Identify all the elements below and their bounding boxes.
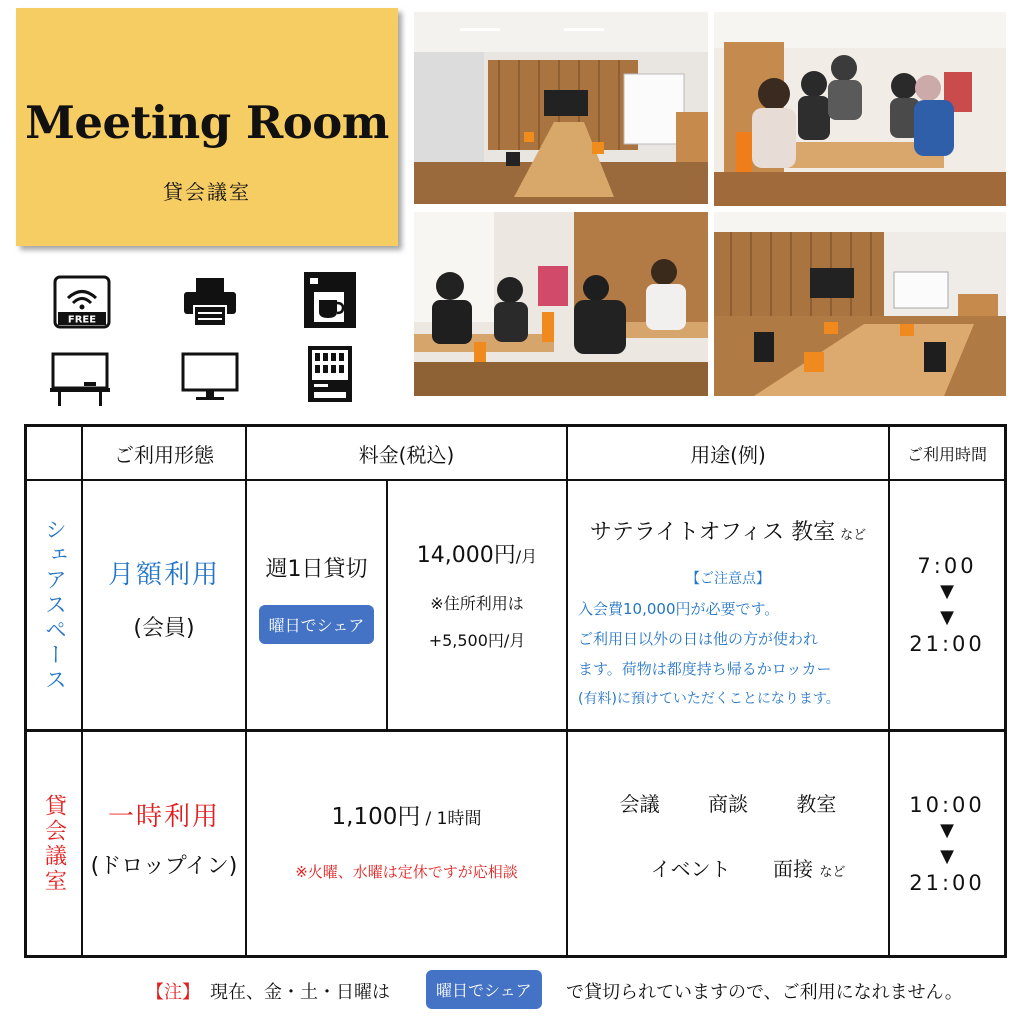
- rental-category-label: 貸会議室: [41, 793, 67, 894]
- arrow-down-icon: ▼: [940, 845, 954, 867]
- vending-machine-icon: [300, 344, 360, 404]
- caution-title: 【ご注意点】: [686, 571, 770, 587]
- row-category-share: [27, 481, 81, 729]
- coffee-machine-icon: [300, 270, 360, 330]
- rental-price-unit: / 1時間: [425, 808, 482, 829]
- footer-weekday-pill: 曜日でシェア: [426, 970, 542, 1009]
- rental-plan-cell: [83, 732, 245, 955]
- title-card: [16, 8, 398, 246]
- share-hours-end: 21:00: [909, 632, 985, 656]
- share-plan-cell: [83, 481, 245, 729]
- rental-hours-start: 10:00: [909, 792, 985, 817]
- arrow-down-icon: ▼: [940, 607, 954, 628]
- header-hours: ご利用時間: [906, 444, 987, 464]
- footer-text-2: で貸切られていますので、ご利用になれません。: [566, 982, 963, 1003]
- share-address-note: ※住所利用は: [430, 593, 524, 613]
- rental-purpose-meeting: 会議: [619, 791, 660, 816]
- share-category-label: シェアスペース: [41, 517, 67, 693]
- rental-purpose-negotiation: 商談: [708, 791, 748, 816]
- wifi-free-icon: [52, 274, 112, 334]
- share-price-cell: [388, 481, 566, 729]
- rental-purpose-cell: [568, 732, 888, 955]
- photo-room-with-tv: [714, 212, 1006, 396]
- rental-closed-note: ※火曜、水曜は定休ですが応相談: [295, 862, 518, 881]
- rental-purpose-class: 教室: [796, 791, 837, 816]
- share-detail-cell: [247, 481, 386, 729]
- rental-price: 1,100円: [331, 803, 421, 830]
- printer-icon: [180, 272, 240, 332]
- rental-purpose-interview: 面接: [772, 856, 813, 881]
- rental-hours-cell: [890, 732, 1004, 955]
- page-title: Meeting Room: [25, 96, 389, 149]
- share-hours-cell: [890, 481, 1004, 729]
- share-price: 14,000円: [416, 542, 516, 568]
- rental-hours-end: 21:00: [909, 870, 985, 895]
- row-category-rental: [27, 732, 81, 955]
- rental-price-cell: [247, 732, 566, 955]
- whiteboard-icon: [50, 348, 110, 408]
- share-address-price: +5,500円/月: [428, 630, 526, 650]
- share-weekday-pill: 曜日でシェア: [259, 605, 375, 644]
- caution-line-4: (有料)に預けていただくことになります。: [578, 691, 840, 707]
- wifi-free-label: FREE: [67, 314, 97, 326]
- rental-purpose-suffix: など: [819, 864, 846, 880]
- share-purpose-suffix: など: [840, 528, 867, 543]
- caution-line-3: ます。荷物は都度持ち帰るかロッカー: [578, 660, 832, 678]
- share-purpose-main: サテライトオフィス 教室: [589, 520, 836, 545]
- footer-note: [0, 968, 1024, 1012]
- arrow-down-icon: ▼: [940, 581, 954, 602]
- monitor-icon: [180, 348, 240, 408]
- photo-people-at-table: [714, 12, 1006, 206]
- caution-line-1: 入会費10,000円が必要です。: [578, 600, 780, 618]
- share-detail: 週1日貸切: [265, 557, 368, 582]
- footer-text-1: 現在、金・土・日曜は: [210, 982, 390, 1003]
- share-plan-sub: (会員): [133, 616, 195, 641]
- photo-empty-room: [414, 12, 708, 204]
- pricing-table: [24, 424, 1007, 958]
- header-purpose: 用途(例): [690, 442, 766, 467]
- rental-plan-sub: (ドロップイン): [90, 853, 238, 879]
- share-purpose-cell: [568, 481, 888, 729]
- arrow-down-icon: ▼: [940, 819, 954, 841]
- header-usage-type: ご利用形態: [114, 442, 214, 467]
- caution-line-2: ご利用日以外の日は他の方が使われ: [578, 630, 819, 648]
- rental-purpose-event: イベント: [650, 856, 731, 881]
- header-price: 料金(税込): [358, 442, 455, 467]
- rental-plan-title: 一時利用: [107, 801, 220, 832]
- footer-note-label: 【注】: [146, 982, 200, 1003]
- photo-study-group: [414, 212, 708, 396]
- share-hours-start: 7:00: [917, 554, 977, 578]
- share-plan-title: 月額利用: [107, 560, 220, 590]
- page-subtitle: 貸会議室: [163, 180, 251, 204]
- share-price-unit: /月: [515, 546, 538, 566]
